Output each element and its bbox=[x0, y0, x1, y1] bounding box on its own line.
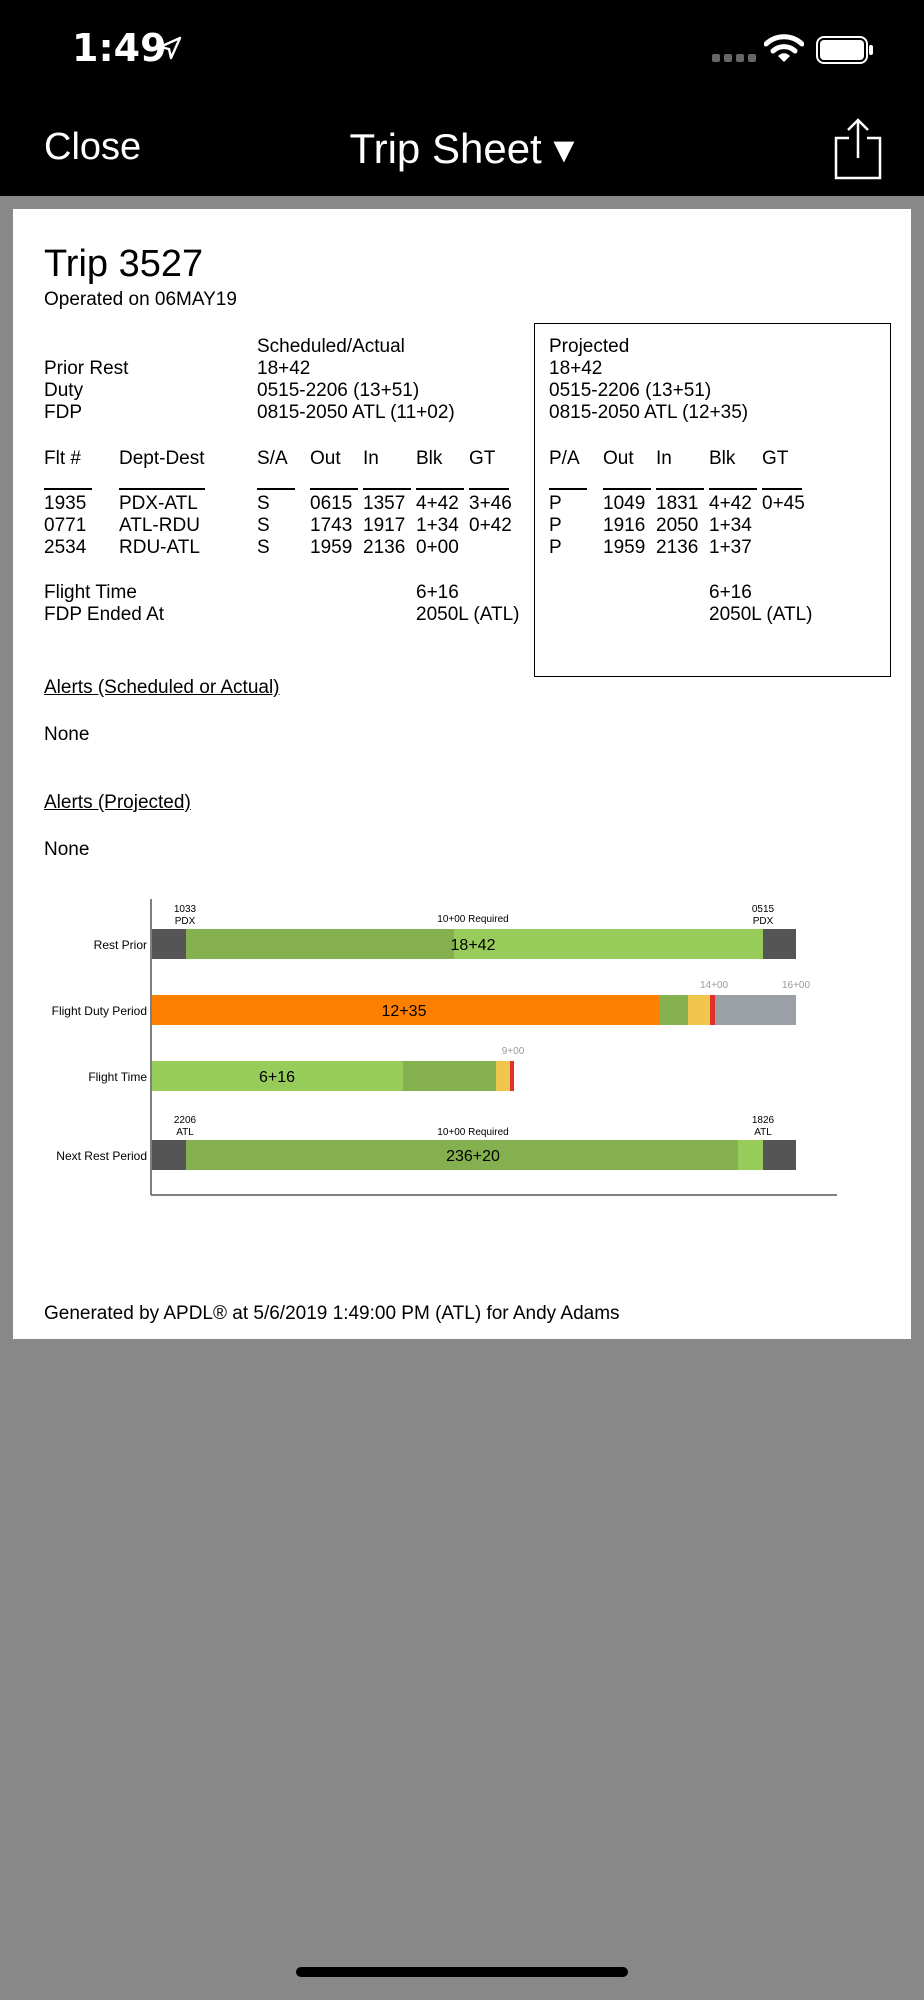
rest-prior-start-time: 1033 bbox=[173, 904, 197, 915]
flight-1-sa: S bbox=[257, 493, 270, 514]
trip-sheet-title-dropdown[interactable]: Trip Sheet ▾ bbox=[349, 125, 575, 172]
flight-time-yellow-bar bbox=[496, 1061, 510, 1091]
flight-time-red-bar bbox=[510, 1061, 514, 1091]
alerts-projected-value: None bbox=[44, 839, 90, 860]
flight-time-value: 6+16 bbox=[416, 582, 459, 603]
col-gt: GT bbox=[469, 448, 496, 469]
flight-2-proj-blk: 1+34 bbox=[709, 515, 752, 536]
flight-1-route: PDX-ATL bbox=[119, 493, 198, 514]
flight-3-in: 2136 bbox=[363, 537, 406, 558]
col-flt: Flt # bbox=[44, 448, 81, 469]
row-label-fdp: Flight Duty Period bbox=[51, 1004, 147, 1018]
home-indicator[interactable] bbox=[296, 1967, 628, 1977]
rest-prior-end-station: PDX bbox=[752, 916, 774, 927]
fdp-limit-2: 16+00 bbox=[781, 980, 811, 991]
flight-time-limit: 9+00 bbox=[501, 1046, 525, 1057]
underline bbox=[44, 488, 92, 490]
flight-2-route: ATL-RDU bbox=[119, 515, 200, 536]
underline bbox=[762, 488, 802, 490]
fdp-ended-value: 2050L (ATL) bbox=[416, 604, 520, 625]
next-rest-end-station: ATL bbox=[754, 1127, 772, 1138]
battery-icon bbox=[816, 36, 874, 64]
flight-2-in: 1917 bbox=[363, 515, 406, 536]
flight-2-proj-in: 2050 bbox=[656, 515, 699, 536]
flight-3-proj-blk: 1+37 bbox=[709, 537, 752, 558]
prior-rest-proj: 18+42 bbox=[549, 358, 603, 379]
fdp-proj: 0815-2050 ATL (12+35) bbox=[549, 402, 749, 423]
underline bbox=[257, 488, 295, 490]
col-in: In bbox=[363, 448, 379, 469]
alerts-scheduled-value: None bbox=[44, 724, 90, 745]
flight-3-out: 1959 bbox=[310, 537, 353, 558]
rest-prior-start-station: PDX bbox=[174, 916, 196, 927]
underline bbox=[363, 488, 411, 490]
fdp-gray-bar bbox=[715, 995, 796, 1025]
prior-rest-sched: 18+42 bbox=[257, 358, 311, 379]
row-label-rest-prior: Rest Prior bbox=[93, 938, 147, 952]
underline bbox=[656, 488, 704, 490]
underline bbox=[119, 488, 205, 490]
next-rest-start-station: ATL bbox=[176, 1127, 194, 1138]
flight-1-number: 1935 bbox=[44, 493, 87, 514]
flight-3-proj-out: 1959 bbox=[603, 537, 646, 558]
row-label-flight-time: Flight Time bbox=[88, 1070, 147, 1084]
underline bbox=[416, 488, 464, 490]
flight-2-pa: P bbox=[549, 515, 562, 536]
location-arrow-icon bbox=[158, 36, 182, 60]
flight-1-pa: P bbox=[549, 493, 562, 514]
fdp-ended-label: FDP Ended At bbox=[44, 604, 165, 625]
duty-timeline-chart bbox=[13, 899, 911, 1259]
alerts-projected-heading: Alerts (Projected) bbox=[44, 792, 191, 813]
cellular-signal-icon bbox=[712, 54, 756, 62]
prior-rest-label: Prior Rest bbox=[44, 358, 129, 379]
next-rest-dark-start bbox=[152, 1140, 186, 1170]
col-out: Out bbox=[310, 448, 341, 469]
wifi-icon bbox=[764, 34, 804, 64]
flight-time-chart-value: 6+16 bbox=[258, 1069, 296, 1086]
flight-1-proj-in: 1831 bbox=[656, 493, 699, 514]
flight-3-sa: S bbox=[257, 537, 270, 558]
underline bbox=[469, 488, 509, 490]
flight-2-proj-out: 1916 bbox=[603, 515, 646, 536]
next-rest-required-label: 10+00 Required bbox=[437, 1127, 509, 1138]
fdp-red-bar bbox=[710, 995, 715, 1025]
col-blk: Blk bbox=[416, 448, 443, 469]
col-sa: S/A bbox=[257, 448, 288, 469]
proj-fdp-ended-value: 2050L (ATL) bbox=[709, 604, 813, 625]
status-time: 1:49 bbox=[72, 26, 167, 70]
flight-time-green-bar bbox=[403, 1061, 496, 1091]
underline bbox=[310, 488, 358, 490]
rest-prior-required bbox=[186, 929, 454, 959]
next-rest-light-bar bbox=[738, 1140, 763, 1170]
flight-2-sa: S bbox=[257, 515, 270, 536]
flight-3-number: 2534 bbox=[44, 537, 87, 558]
flight-1-gt: 3+46 bbox=[469, 493, 512, 514]
flight-1-proj-blk: 4+42 bbox=[709, 493, 752, 514]
fdp-sched: 0815-2050 ATL (11+02) bbox=[257, 402, 455, 423]
col-proj-blk: Blk bbox=[709, 448, 736, 469]
col-proj-in: In bbox=[656, 448, 672, 469]
underline bbox=[603, 488, 651, 490]
next-rest-start-time: 2206 bbox=[173, 1115, 197, 1126]
duty-sched: 0515-2206 (13+51) bbox=[257, 380, 420, 401]
trip-title: Trip 3527 bbox=[44, 243, 204, 285]
flight-1-in: 1357 bbox=[363, 493, 406, 514]
row-label-next-rest: Next Rest Period bbox=[56, 1149, 147, 1163]
navigation-bar bbox=[0, 100, 924, 196]
duty-label: Duty bbox=[44, 380, 84, 401]
close-button[interactable]: Close bbox=[44, 126, 142, 168]
proj-flight-time-value: 6+16 bbox=[709, 582, 752, 603]
status-bar bbox=[0, 0, 924, 100]
next-rest-dark-end bbox=[763, 1140, 796, 1170]
fdp-yellow-bar bbox=[688, 995, 710, 1025]
fdp-limit-1: 14+00 bbox=[699, 980, 729, 991]
trip-sheet-document bbox=[13, 209, 911, 1339]
flight-3-pa: P bbox=[549, 537, 562, 558]
flight-3-blk: 0+00 bbox=[416, 537, 459, 558]
share-icon[interactable] bbox=[832, 116, 884, 182]
scheduled-header: Scheduled/Actual bbox=[257, 336, 405, 357]
col-pa: P/A bbox=[549, 448, 580, 469]
underline bbox=[549, 488, 587, 490]
rest-prior-dark-start bbox=[152, 929, 186, 959]
fdp-label: FDP bbox=[44, 402, 82, 423]
fdp-green-bar bbox=[659, 995, 688, 1025]
flight-2-number: 0771 bbox=[44, 515, 87, 536]
col-proj-out: Out bbox=[603, 448, 634, 469]
operated-date: Operated on 06MAY19 bbox=[44, 289, 237, 310]
flight-1-blk: 4+42 bbox=[416, 493, 459, 514]
col-proj-gt: GT bbox=[762, 448, 789, 469]
flight-1-proj-gt: 0+45 bbox=[762, 493, 805, 514]
rest-prior-value: 18+42 bbox=[450, 937, 496, 954]
rest-prior-extra bbox=[454, 929, 763, 959]
flight-2-blk: 1+34 bbox=[416, 515, 459, 536]
next-rest-value: 236+20 bbox=[446, 1148, 500, 1165]
flight-2-out: 1743 bbox=[310, 515, 353, 536]
flight-1-out: 0615 bbox=[310, 493, 353, 514]
fdp-value: 12+35 bbox=[381, 1003, 427, 1020]
flight-time-label: Flight Time bbox=[44, 582, 137, 603]
rest-prior-dark-end bbox=[763, 929, 796, 959]
next-rest-end-time: 1826 bbox=[751, 1115, 775, 1126]
projected-header: Projected bbox=[549, 336, 630, 357]
flight-3-route: RDU-ATL bbox=[119, 537, 200, 558]
underline bbox=[709, 488, 757, 490]
generated-footer: Generated by APDL® at 5/6/2019 1:49:00 PM (ATL) for Andy Adams bbox=[44, 1303, 620, 1324]
alerts-scheduled-heading: Alerts (Scheduled or Actual) bbox=[44, 677, 280, 698]
flight-2-gt: 0+42 bbox=[469, 515, 512, 536]
col-dept: Dept-Dest bbox=[119, 448, 205, 469]
flight-1-proj-out: 1049 bbox=[603, 493, 646, 514]
rest-prior-end-time: 0515 bbox=[751, 904, 775, 915]
duty-proj: 0515-2206 (13+51) bbox=[549, 380, 712, 401]
rest-prior-required-label: 10+00 Required bbox=[437, 914, 509, 925]
flight-3-proj-in: 2136 bbox=[656, 537, 699, 558]
